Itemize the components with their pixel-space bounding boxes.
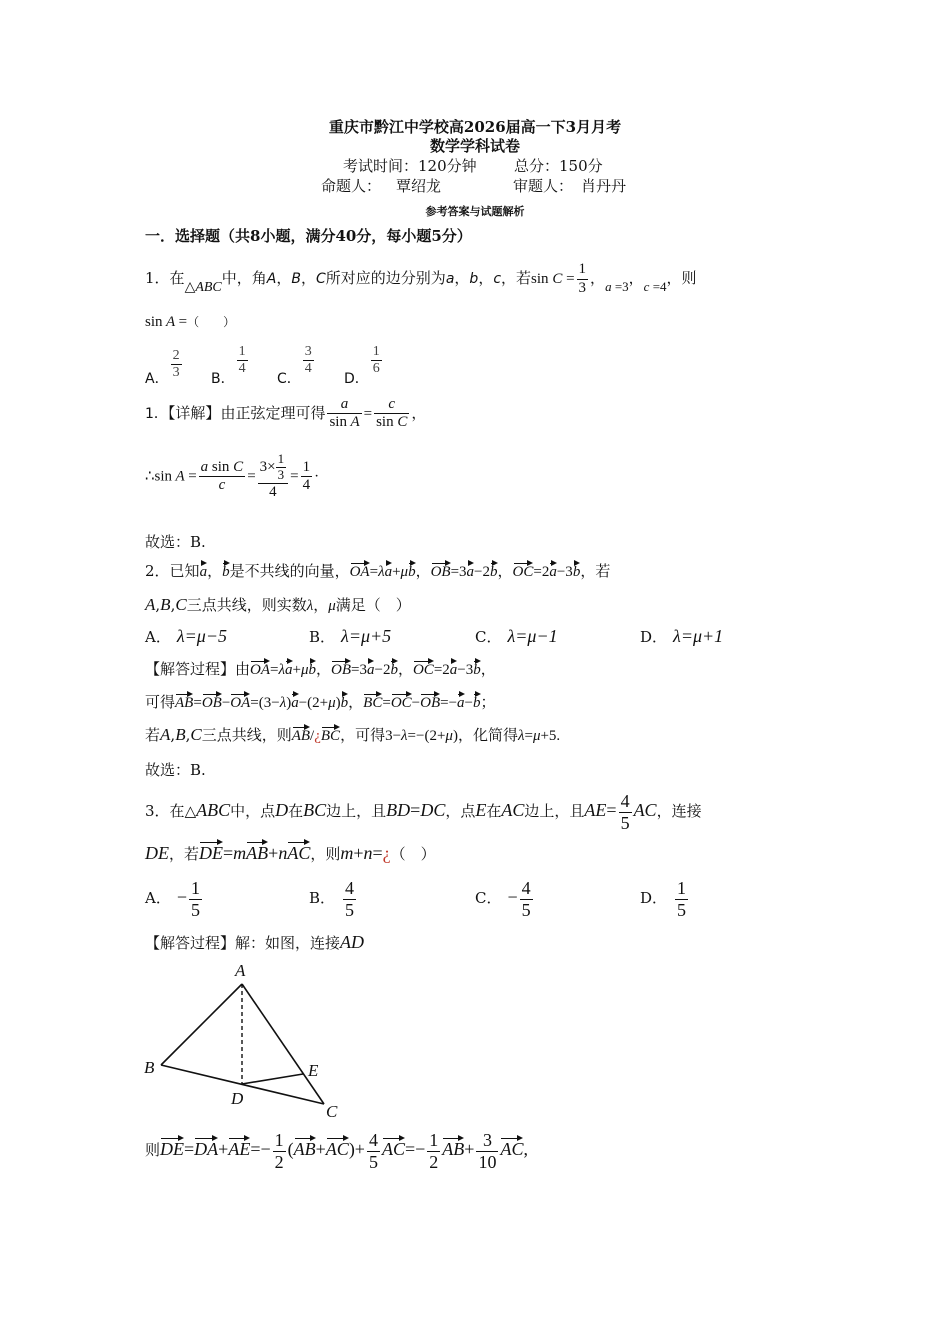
q3-process: 【解答过程】解：如图，连接AD	[145, 932, 365, 952]
exam-time: 考试时间：120分钟	[343, 157, 477, 175]
q2-option-d: D． λ=μ+1	[640, 626, 724, 646]
segment-ac	[242, 984, 324, 1104]
label-a: A	[235, 961, 246, 980]
section-heading: 一．选择题（共8小题，满分40分，每小题5分）	[145, 227, 472, 245]
q2-option-b: B． λ=μ+5	[309, 626, 392, 646]
q1-stem-line2: sin A =（ ）	[145, 314, 236, 330]
q1-calc: ∴sin A = $\frac{\text{a sin C}}{c}$ = 3× $\frac{1}{3}$ 4 = $\frac{1}{4}$ ·	[145, 451, 320, 500]
label-d: D	[231, 1089, 244, 1108]
q1-option-a: A． $\frac{2}{3}$	[145, 348, 180, 387]
author-label: 命题人：	[321, 177, 382, 195]
q2-process-line3: 若A,B,C三点共线，则AB/¿BC，可得3−λ=−(2+μ)，化简得λ=μ+5.	[145, 725, 561, 744]
exam-title: 重庆市黔江中学校高2026届高一下3月月考	[328, 118, 622, 136]
q2-option-c: C． λ=μ−1	[475, 626, 558, 646]
q1-detail: 1．【详解】由正弦定理可得 $\frac{a}{\text{sin A}}$ = $\frac{c}{\text{sin C}}$ ，	[145, 396, 427, 431]
q1-option-d: D． $\frac{1}{6}$	[344, 344, 380, 387]
reviewer-label: 审题人：	[513, 177, 574, 195]
label-c: C	[326, 1102, 338, 1121]
q1-stem: 1．在△ABC中，角A，B，C所对应的边分别为a，b，c，若sin C = $\frac{1}{3}$ ，a =3，c =4，则	[145, 261, 697, 296]
segment-de	[242, 1074, 303, 1084]
q3-option-a: A． − $\frac{1}{5}$	[145, 878, 200, 920]
segment-ab	[161, 984, 242, 1065]
q2-option-a: A． λ=μ−5	[145, 626, 227, 646]
q3-final: 则DE=DA+AE=− $\frac{1}{2}$ (AB+AC)+ $\frac{4}{5}$ AC=− $\frac{1}{2}$ AB+ $\frac{3}{10}$ AC,	[145, 1130, 528, 1172]
q3-stem: 3．在△ABC中，点D在BC边上，且BD=DC，点E在AC边上，且AE= $\frac{4}{5}$ AC，连接	[145, 790, 702, 833]
exam-score: 总分：150分	[514, 157, 603, 175]
q2-process: 【解答过程】由OA=λa+μb，OB=3a−2b，OC=2a−3b，	[145, 660, 496, 678]
q1-option-c: C． $\frac{3}{4}$	[277, 344, 312, 387]
author-name: 覃绍龙	[396, 177, 442, 195]
answer-heading: 参考答案与试题解析	[425, 205, 525, 218]
q1-option-b: B． $\frac{1}{4}$	[211, 344, 246, 387]
q3-stem-line2: DE，若DE=mAB+nAC，则m+n=¿（ ）	[145, 843, 436, 863]
exam-subtitle: 数学学科试卷	[429, 137, 520, 155]
q2-stem-line2: A,B,C三点共线，则实数λ，μ满足（ ）	[145, 595, 411, 614]
q2-process-line2: 可得AB=OB−OA=(3−λ)a−(2+μ)b，BC=OC−OB=−a−b；	[145, 693, 496, 711]
q1-answer: 故选：B.	[145, 533, 206, 551]
q3-option-b: B． $\frac{4}{5}$	[309, 878, 355, 920]
label-b: B	[144, 1058, 155, 1077]
q3-option-d: D． $\frac{1}{5}$	[640, 878, 687, 920]
q2-answer: 故选：B.	[145, 761, 206, 779]
q3-option-c: C． − $\frac{4}{5}$	[475, 878, 531, 920]
q2-stem: 2．已知a，b是不共线的向量，OA=λa+μb，OB=3a−2b，OC=2a−3b，若	[145, 562, 611, 580]
reviewer-name: 肖丹丹	[581, 177, 627, 195]
triangle-figure	[135, 958, 355, 1123]
label-e: E	[308, 1061, 319, 1080]
